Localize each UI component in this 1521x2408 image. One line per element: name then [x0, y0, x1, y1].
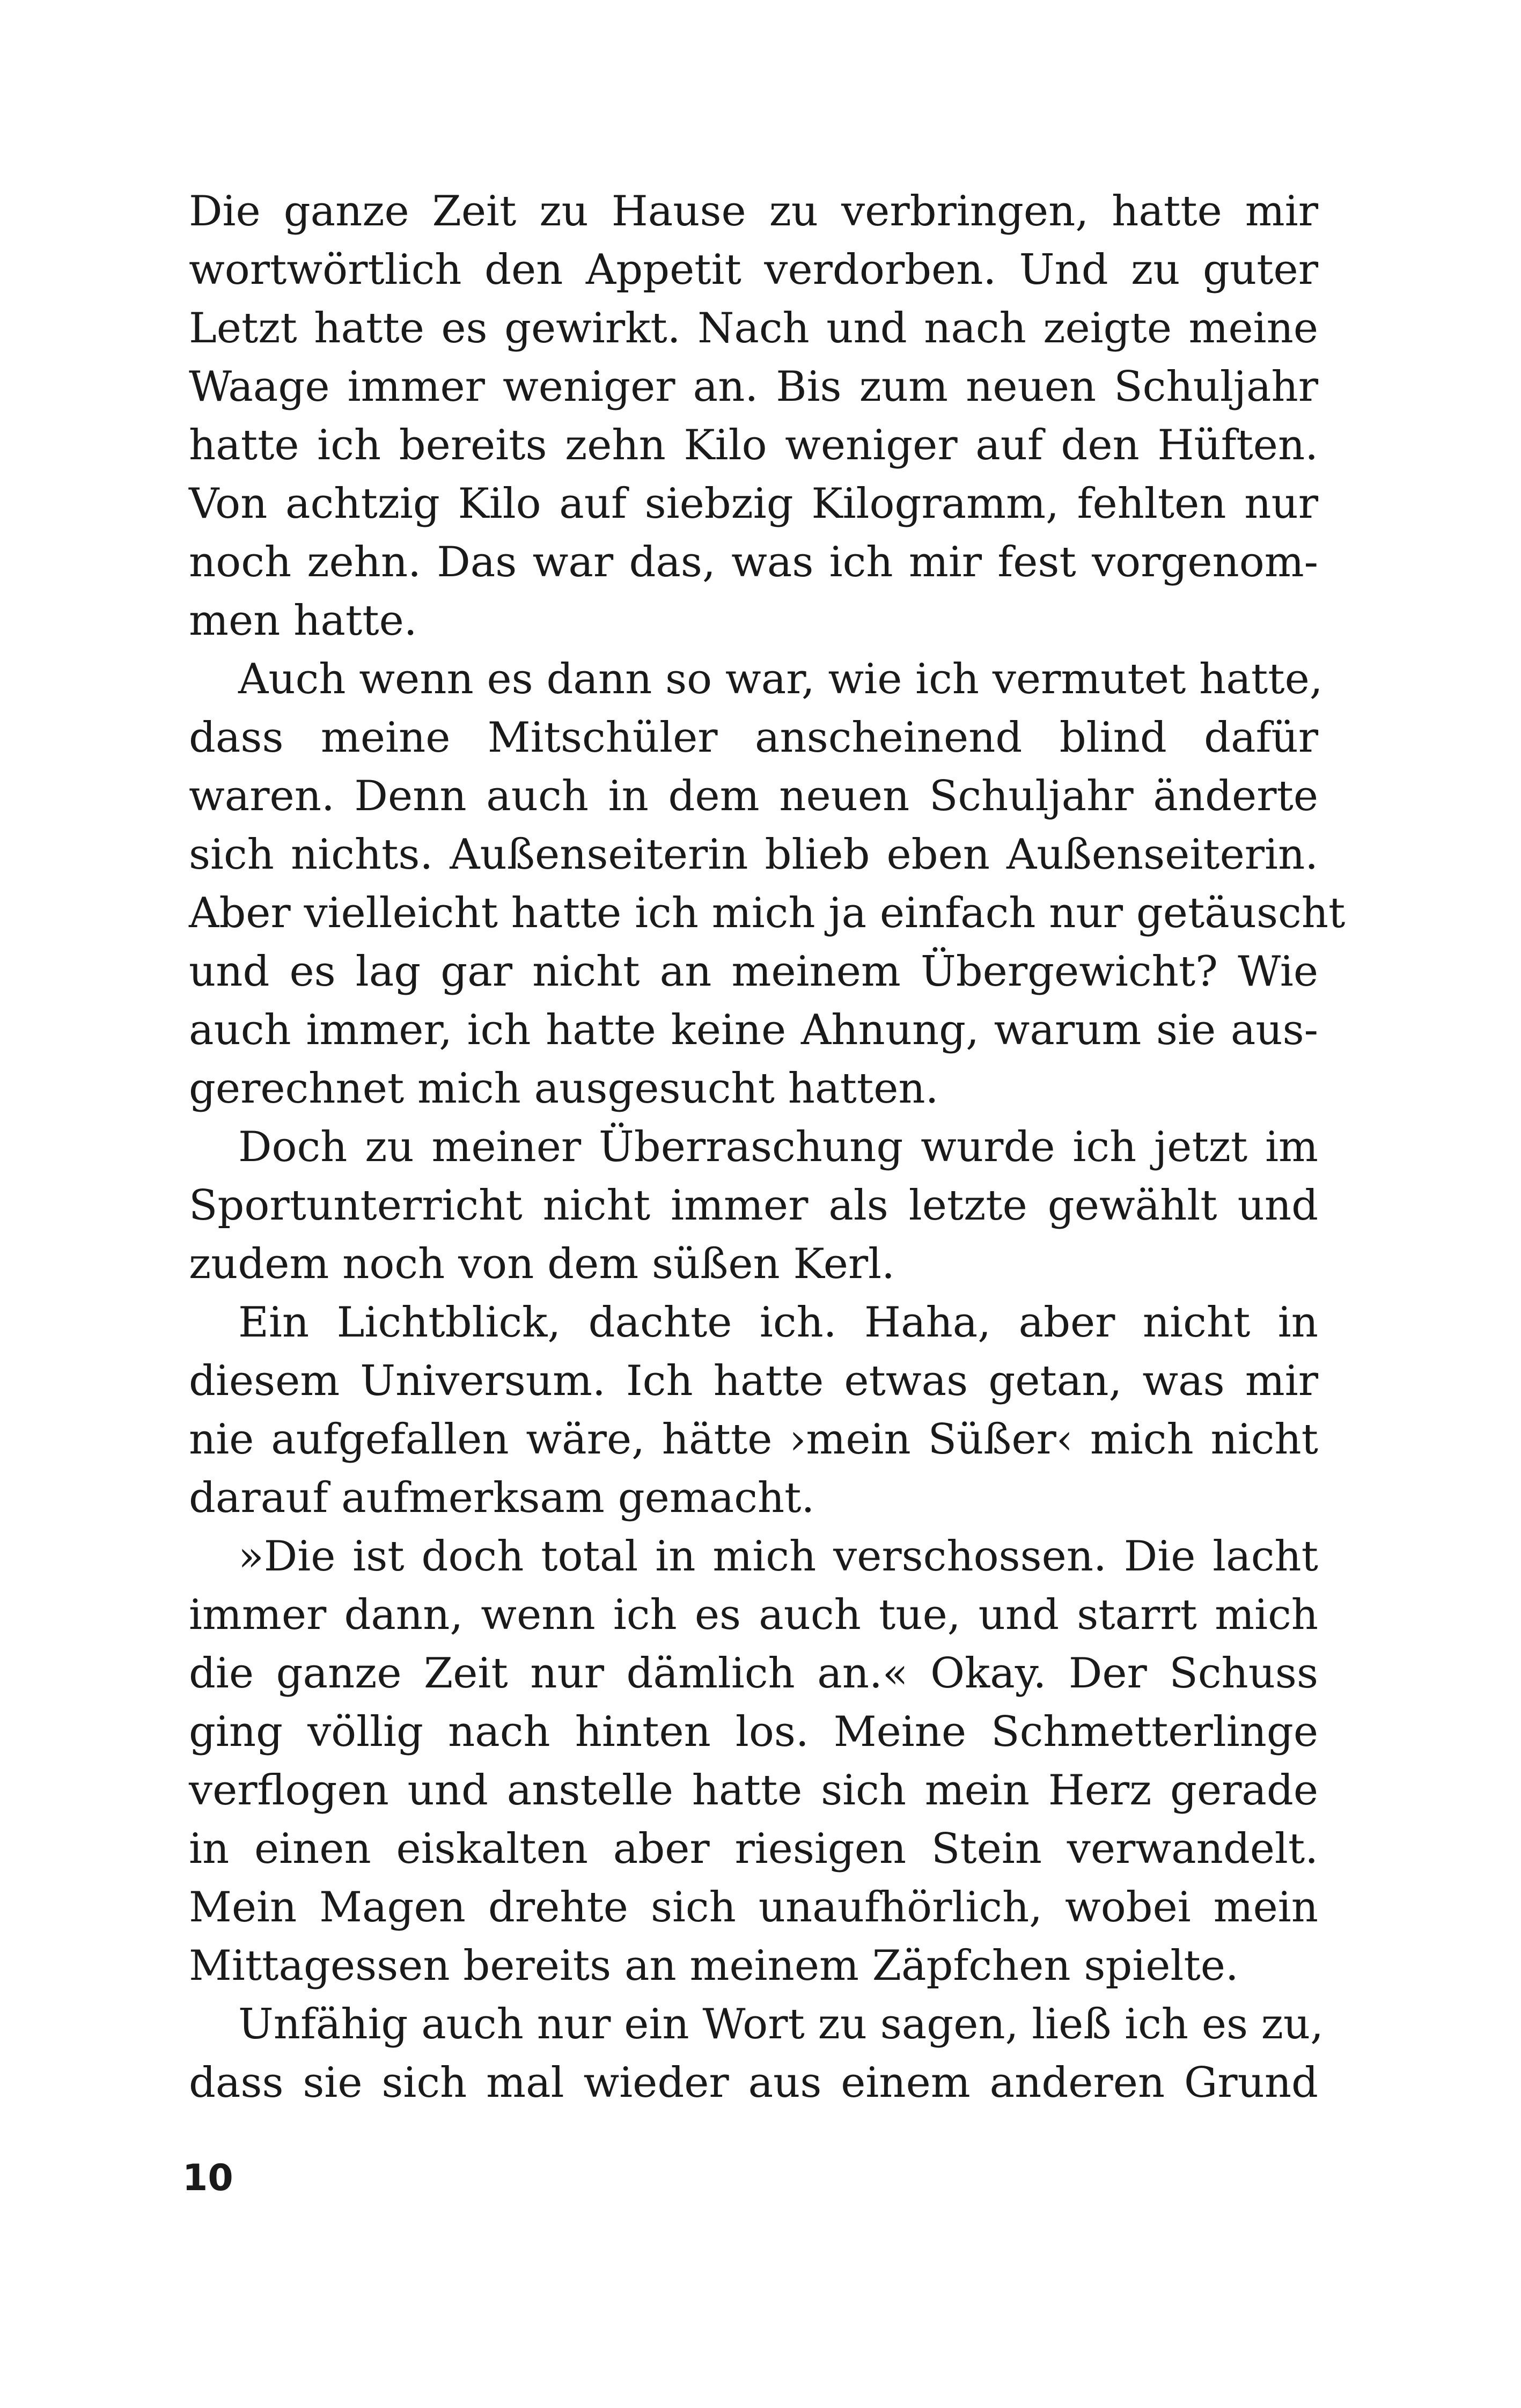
page-number: 10 — [182, 2157, 233, 2199]
text-line: auch immer, ich hatte keine Ahnung, warum sie aus- — [189, 1006, 1318, 1054]
text-line: dass sie sich mal wieder aus einem anderen Grund — [189, 2059, 1318, 2107]
text-line: immer dann, wenn ich es auch tue, und starrt mich — [189, 1591, 1318, 1639]
text-line: in einen eiskalten aber riesigen Stein verwandelt. — [189, 1825, 1318, 1873]
text-line: die ganze Zeit nur dämlich an.« Okay. Der Schuss — [189, 1649, 1318, 1698]
text-line: Ein Lichtblick, dachte ich. Haha, aber nicht in — [238, 1298, 1318, 1347]
text-line: verflogen und anstelle hatte sich mein Herz gerade — [189, 1766, 1318, 1815]
text-line: sich nichts. Außenseiterin blieb eben Außenseiterin. — [189, 831, 1318, 879]
text-line: ging völlig nach hinten los. Meine Schmetterlinge — [189, 1708, 1318, 1756]
text-line: Aber vielleicht hatte ich mich ja einfach nur getäuscht — [189, 889, 1346, 937]
text-line: wortwörtlich den Appetit verdorben. Und zu guter — [189, 246, 1318, 294]
text-line: und es lag gar nicht an meinem Übergewicht? Wie — [189, 948, 1318, 996]
text-line: zudem noch von dem süßen Kerl. — [189, 1240, 895, 1288]
text-line: gerechnet mich ausgesucht hatten. — [189, 1064, 939, 1113]
text-line: hatte ich bereits zehn Kilo weniger auf den Hüften. — [189, 421, 1318, 469]
text-line: diesem Universum. Ich hatte etwas getan, was mir — [189, 1357, 1318, 1405]
text-line: »Die ist doch total in mich verschossen. Die lacht — [238, 1532, 1318, 1581]
text-line: Mittagessen bereits an meinem Zäpfchen spielte. — [189, 1942, 1239, 1990]
text-line: Sportunterricht nicht immer als letzte gewählt und — [189, 1181, 1318, 1230]
text-line: Mein Magen drehte sich unaufhörlich, wobei mein — [189, 1883, 1318, 1932]
text-line: Von achtzig Kilo auf siebzig Kilogramm, fehlten nur — [189, 480, 1318, 528]
text-line: Unfähig auch nur ein Wort zu sagen, ließ ich es zu, — [238, 2000, 1324, 2049]
text-line: Auch wenn es dann so war, wie ich vermutet hatte, — [238, 655, 1323, 703]
text-line: waren. Denn auch in dem neuen Schuljahr änderte — [189, 772, 1318, 820]
text-line: men hatte. — [189, 597, 417, 645]
text-line: Waage immer weniger an. Bis zum neuen Schuljahr — [189, 363, 1318, 411]
text-line: Doch zu meiner Überraschung wurde ich jetzt im — [238, 1123, 1318, 1171]
text-line: noch zehn. Das war das, was ich mir fest vorgenom- — [189, 538, 1318, 586]
text-line: Die ganze Zeit zu Hause zu verbringen, hatte mir — [189, 187, 1318, 236]
body-text — [189, 182, 1346, 2112]
text-line: dass meine Mitschüler anscheinend blind dafür — [189, 714, 1318, 762]
text-line: Letzt hatte es gewirkt. Nach und nach zeigte meine — [189, 304, 1318, 353]
text-line: nie aufgefallen wäre, hätte ›mein Süßer‹ mich nicht — [189, 1415, 1318, 1464]
text-line: darauf aufmerksam gemacht. — [189, 1474, 815, 1522]
